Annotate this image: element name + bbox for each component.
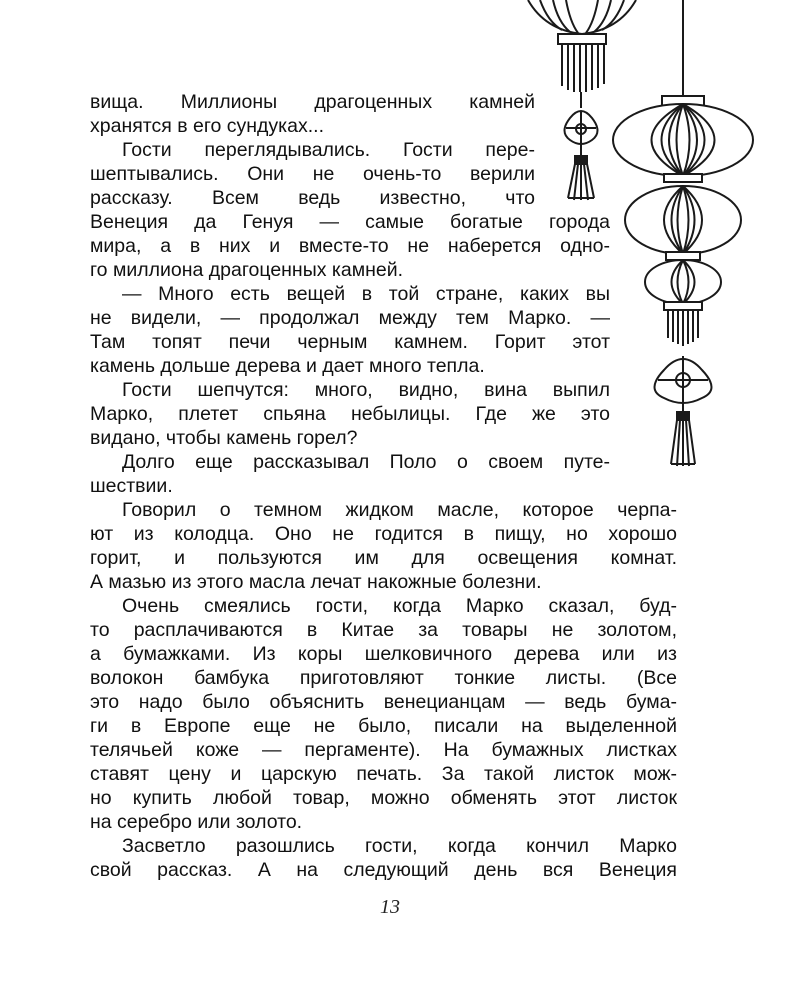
text-line-3: Гости переглядывались. Гости пере-	[122, 139, 535, 161]
text-line-13: Гости шепчутся: много, видно, вина выпил	[122, 379, 610, 401]
text-line-20: горит, и пользуются им для освещения комнат.	[90, 547, 677, 569]
page-number: 13	[380, 896, 400, 918]
text-line-17: шествии.	[90, 475, 173, 497]
text-line-15: видано, чтобы камень горел?	[90, 427, 358, 449]
text-line-11: Там топят печи черным камнем. Горит этот	[90, 331, 610, 353]
text-line-21: А мазью из этого масла лечат накожные болезни.	[90, 571, 542, 593]
text-line-25: волокон бамбука приготовляют тонкие листы. (Все	[90, 667, 677, 689]
text-line-18: Говорил о темном жидком масле, которое черпа-	[122, 499, 677, 521]
text-line-14: Марко, плетет спьяна небылицы. Где же это	[90, 403, 610, 425]
lantern-stack-icon	[613, 96, 753, 466]
text-line-1: вища. Миллионы драгоценных камней	[90, 91, 535, 113]
text-line-27: ги в Европе еще не было, писали на выделенной	[90, 715, 677, 737]
text-line-7: мира, а в них и вместе-то не наберется одно-	[90, 235, 610, 257]
text-line-26: это надо было объяснить венецианцам — ведь бума-	[90, 691, 677, 713]
text-line-12: камень дольше дерева и дает много тепла.	[90, 355, 485, 377]
text-line-16: Долго еще рассказывал Поло о своем путе-	[122, 451, 610, 473]
text-line-32: Засветло разошлись гости, когда кончил Марко	[122, 835, 677, 857]
text-line-24: а бумажками. Из коры шелковичного дерева или из	[90, 643, 677, 665]
text-line-10: не видели, — продолжал между тем Марко. —	[90, 307, 610, 329]
text-line-6: Венеция да Генуя — самые богатые города	[90, 211, 610, 233]
text-line-9: — Много есть вещей в той стране, каких вы	[122, 283, 610, 305]
text-line-31: на серебро или золото.	[90, 811, 303, 833]
text-line-23: то расплачиваются в Китае за товары не золотом,	[90, 619, 677, 641]
lantern-top-icon	[528, 0, 636, 200]
text-line-19: ют из колодца. Оно не годится в пищу, но хорошо	[90, 523, 677, 545]
text-line-22: Очень смеялись гости, когда Марко сказал, буд-	[122, 595, 677, 617]
text-line-5: рассказу. Всем ведь известно, что	[90, 187, 535, 209]
text-line-29: ставят цену и царскую печать. За такой листок мож-	[90, 763, 677, 785]
text-line-28: телячьей коже — пергаменте). На бумажных листках	[90, 739, 677, 761]
text-line-2: хранятся в его сундуках...	[90, 115, 324, 137]
text-line-8: го миллиона драгоценных камней.	[90, 259, 404, 281]
text-line-30: но купить любой товар, можно обменять этот листок	[90, 787, 677, 809]
text-line-33: свой рассказ. А на следующий день вся Венеция	[90, 859, 677, 881]
text-line-4: шептывались. Они не очень-то верили	[90, 163, 535, 185]
